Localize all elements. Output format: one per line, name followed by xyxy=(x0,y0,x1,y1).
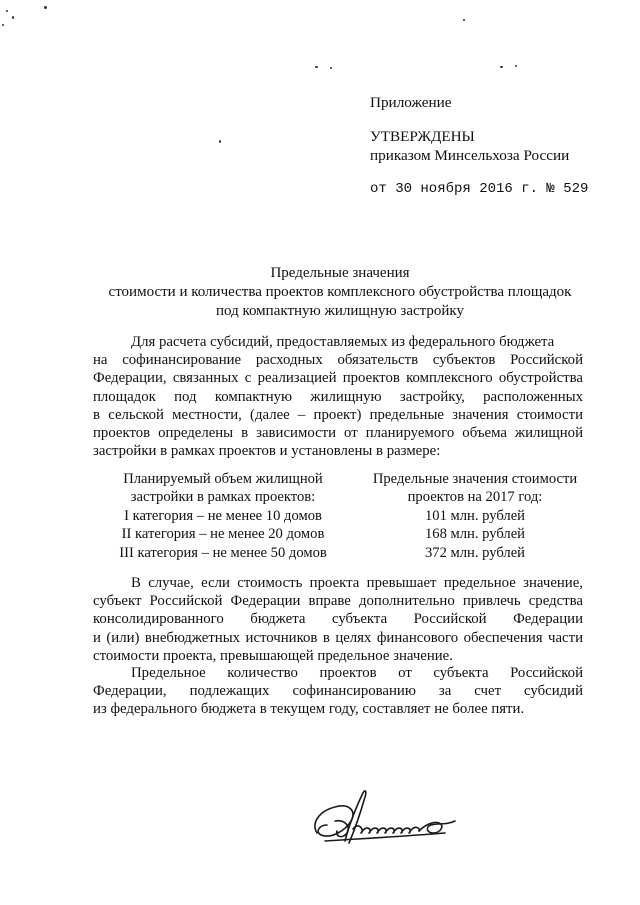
scan-speck xyxy=(12,16,14,19)
value-row: 101 млн. рублей xyxy=(424,507,525,524)
limits-table-values xyxy=(352,470,598,562)
intro-line: Для расчета субсидий, предоставляемых из федерального бюджета xyxy=(131,334,555,350)
scan-speck xyxy=(500,66,503,68)
scan-speck xyxy=(219,140,221,143)
scan-speck xyxy=(315,66,318,68)
category-row: II категория – не менее 20 домов xyxy=(121,526,325,543)
signature-icon xyxy=(305,785,465,855)
approved-label: УТВЕРЖДЕНЫ xyxy=(370,128,475,145)
cost-excess-paragraph xyxy=(93,574,583,665)
intro-line: Федерации, связанных с реализацией проектов комплексного обустройства xyxy=(93,370,583,387)
paragraph-line: Предельное количество проектов от субъекта Российской xyxy=(131,665,583,681)
approved-by-order: приказом Минсельхоза России xyxy=(370,147,570,164)
value-header: Предельные значения стоимости xyxy=(372,471,578,487)
paragraph-line: В случае, если стоимость проекта превышает предельное значение, xyxy=(131,575,583,591)
value-row: 168 млн. рублей xyxy=(424,526,525,543)
paragraph-line: Федерации, подлежащих софинансированию за счет субсидий xyxy=(93,683,583,700)
paragraph-line: стоимости проекта, превышающей предельное значение. xyxy=(93,647,453,664)
order-date-number: от 30 ноября 2016 г. № 529 xyxy=(370,181,589,197)
intro-line: на софинансирование расходных обязательств субъектов Российской xyxy=(93,352,583,369)
appendix-label: Приложение xyxy=(370,94,452,111)
document-subtitle-line1: стоимости и количества проектов комплексного обустройства площадок xyxy=(108,284,572,300)
scan-speck xyxy=(6,10,8,12)
paragraph-line: консолидированного бюджета субъекта Российской Федерации xyxy=(93,611,583,628)
value-header: проектов на 2017 год: xyxy=(407,489,543,506)
intro-line: проектов определены в зависимости от планируемого объема жилищной xyxy=(93,425,583,442)
paragraph-line: субъект Российской Федерации вправе дополнительно привлечь средства xyxy=(93,593,583,610)
intro-line: в сельской местности, (далее – проект) предельные значения стоимости xyxy=(93,406,583,423)
category-header: Планируемый объем жилищной xyxy=(123,471,323,487)
category-header: застройки в рамках проектов: xyxy=(130,489,316,506)
document-title: Предельные значения xyxy=(270,265,410,281)
value-row: 372 млн. рублей xyxy=(424,544,525,561)
scan-speck xyxy=(463,19,465,21)
category-row: III категория – не менее 50 домов xyxy=(119,544,327,561)
category-row: I категория – не менее 10 домов xyxy=(124,507,322,524)
scan-speck xyxy=(515,65,517,67)
limits-table-categories xyxy=(95,470,351,562)
document-subtitle-line2: под компактную жилищную застройку xyxy=(215,303,465,319)
intro-line: площадок под компактную жилищную застройку, расположенных xyxy=(93,388,583,405)
paragraph-line: и (или) внебюджетных источников в целях финансового обеспечения части xyxy=(93,629,583,646)
paragraph-line: из федерального бюджета в текущем году, составляет не более пяти. xyxy=(93,701,525,718)
scan-speck xyxy=(2,24,4,26)
project-count-paragraph xyxy=(93,664,583,719)
intro-line: застройки в рамках проектов и установлены в размере: xyxy=(93,443,441,460)
scan-speck xyxy=(330,67,332,69)
scan-speck xyxy=(44,6,47,9)
intro-paragraph xyxy=(93,333,583,460)
